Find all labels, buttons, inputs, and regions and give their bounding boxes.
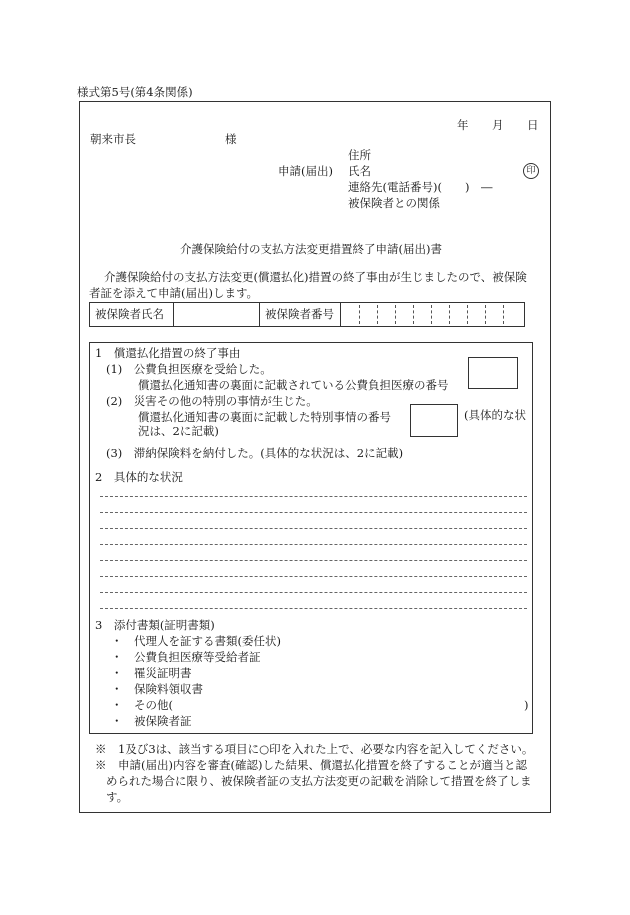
attachment-item-other: ・ その他( <box>111 698 173 712</box>
writing-line[interactable] <box>100 528 527 529</box>
attachment-item: ・ 保険料領収書 <box>111 682 203 696</box>
addressee-name: 朝来市長 <box>90 132 136 146</box>
section1-item2: (2) 災害その他の特別の事情が生じた。 <box>106 394 318 408</box>
writing-line[interactable] <box>100 512 527 513</box>
section1-item1: (1) 公費負担医療を受給した。 <box>106 362 272 376</box>
attachment-item: ・ 罹災証明書 <box>111 666 192 680</box>
digit-separator <box>359 305 360 324</box>
section1-item2-note: (具体的な状 <box>464 408 526 422</box>
intro-line-1: 介護保険給付の支払方法変更(償還払化)措置の終了事由が生じましたので、被保険 <box>104 270 527 284</box>
section1-heading: 1 償還払化措置の終了事由 <box>95 346 241 360</box>
section1-item2-sub2: 況は、2に記載) <box>138 424 219 438</box>
public-medical-number-box[interactable] <box>468 357 518 389</box>
section1-item2-sub1: 償還払化通知書の裏面に記載した特別事情の番号 <box>138 410 391 424</box>
form-title: 介護保険給付の支払方法変更措置終了申請(届出)書 <box>180 242 442 256</box>
applicant-phone-label: 連絡先(電話番号)( ) ― <box>348 180 493 194</box>
note-2-line-3: す。 <box>106 790 129 804</box>
addressee-honorific: 様 <box>225 132 237 146</box>
writing-line[interactable] <box>100 608 527 609</box>
digit-separator <box>413 305 414 324</box>
digit-separator <box>395 305 396 324</box>
digit-separator <box>449 305 450 324</box>
note-1: ※ 1及び3は、該当する項目に○印を入れた上で、必要な内容を記入してください。 <box>95 742 534 756</box>
digit-separator <box>485 305 486 324</box>
section2-heading: 2 具体的な状況 <box>95 470 183 484</box>
digit-separator <box>377 305 378 324</box>
attachment-item: ・ 公費負担医療等受給者証 <box>111 650 261 664</box>
writing-line[interactable] <box>100 576 527 577</box>
writing-line[interactable] <box>100 560 527 561</box>
note-2-line-1: ※ 申請(届出)内容を審査(確認)した結果、償還払化措置を終了することが適当と認 <box>95 758 527 772</box>
applicant-address-label: 住所 <box>348 148 371 162</box>
section1-item3: (3) 滞納保険料を納付した。(具体的な状況は、2に記載) <box>106 446 404 460</box>
section1-item1-sub: 償還払化通知書の裏面に記載されている公費負担医療の番号 <box>138 378 449 392</box>
date-month-label: 月 <box>492 118 504 132</box>
applicant-relation-label: 被保険者との関係 <box>348 196 440 210</box>
digit-separator <box>467 305 468 324</box>
insured-number-field[interactable] <box>341 303 524 326</box>
attachment-other-close: ) <box>524 698 529 712</box>
seal-mark: 印 <box>523 163 539 179</box>
digit-separator <box>431 305 432 324</box>
intro-line-2: 者証を添えて申請(届出)します。 <box>89 286 259 300</box>
special-circumstance-number-box[interactable] <box>410 404 458 437</box>
insured-name-field[interactable] <box>174 303 260 326</box>
writing-line[interactable] <box>100 592 527 593</box>
insured-name-label-cell <box>90 303 174 326</box>
writing-line[interactable] <box>100 544 527 545</box>
attachment-item: ・ 代理人を証する書類(委任状) <box>111 634 281 648</box>
note-2-line-2: められた場合に限り、被保険者証の支払方法変更の記載を消除して措置を終了しま <box>106 774 532 788</box>
date-day-label: 日 <box>527 118 539 132</box>
digit-separator <box>503 305 504 324</box>
date-year-label: 年 <box>457 118 469 132</box>
insured-number-label: 被保険者番号 <box>265 307 334 321</box>
applicant-type-label: 申請(届出) <box>278 164 333 178</box>
insured-name-label: 被保険者氏名 <box>95 307 164 321</box>
insured-table <box>89 302 525 327</box>
writing-line[interactable] <box>100 496 527 497</box>
applicant-name-label: 氏名 <box>348 164 371 178</box>
section3-heading: 3 添付書類(証明書類) <box>95 618 215 632</box>
form-number: 様式第5号(第4条関係) <box>77 85 193 99</box>
insured-number-label-cell <box>260 303 341 326</box>
attachment-item: ・ 被保険者証 <box>111 714 192 728</box>
